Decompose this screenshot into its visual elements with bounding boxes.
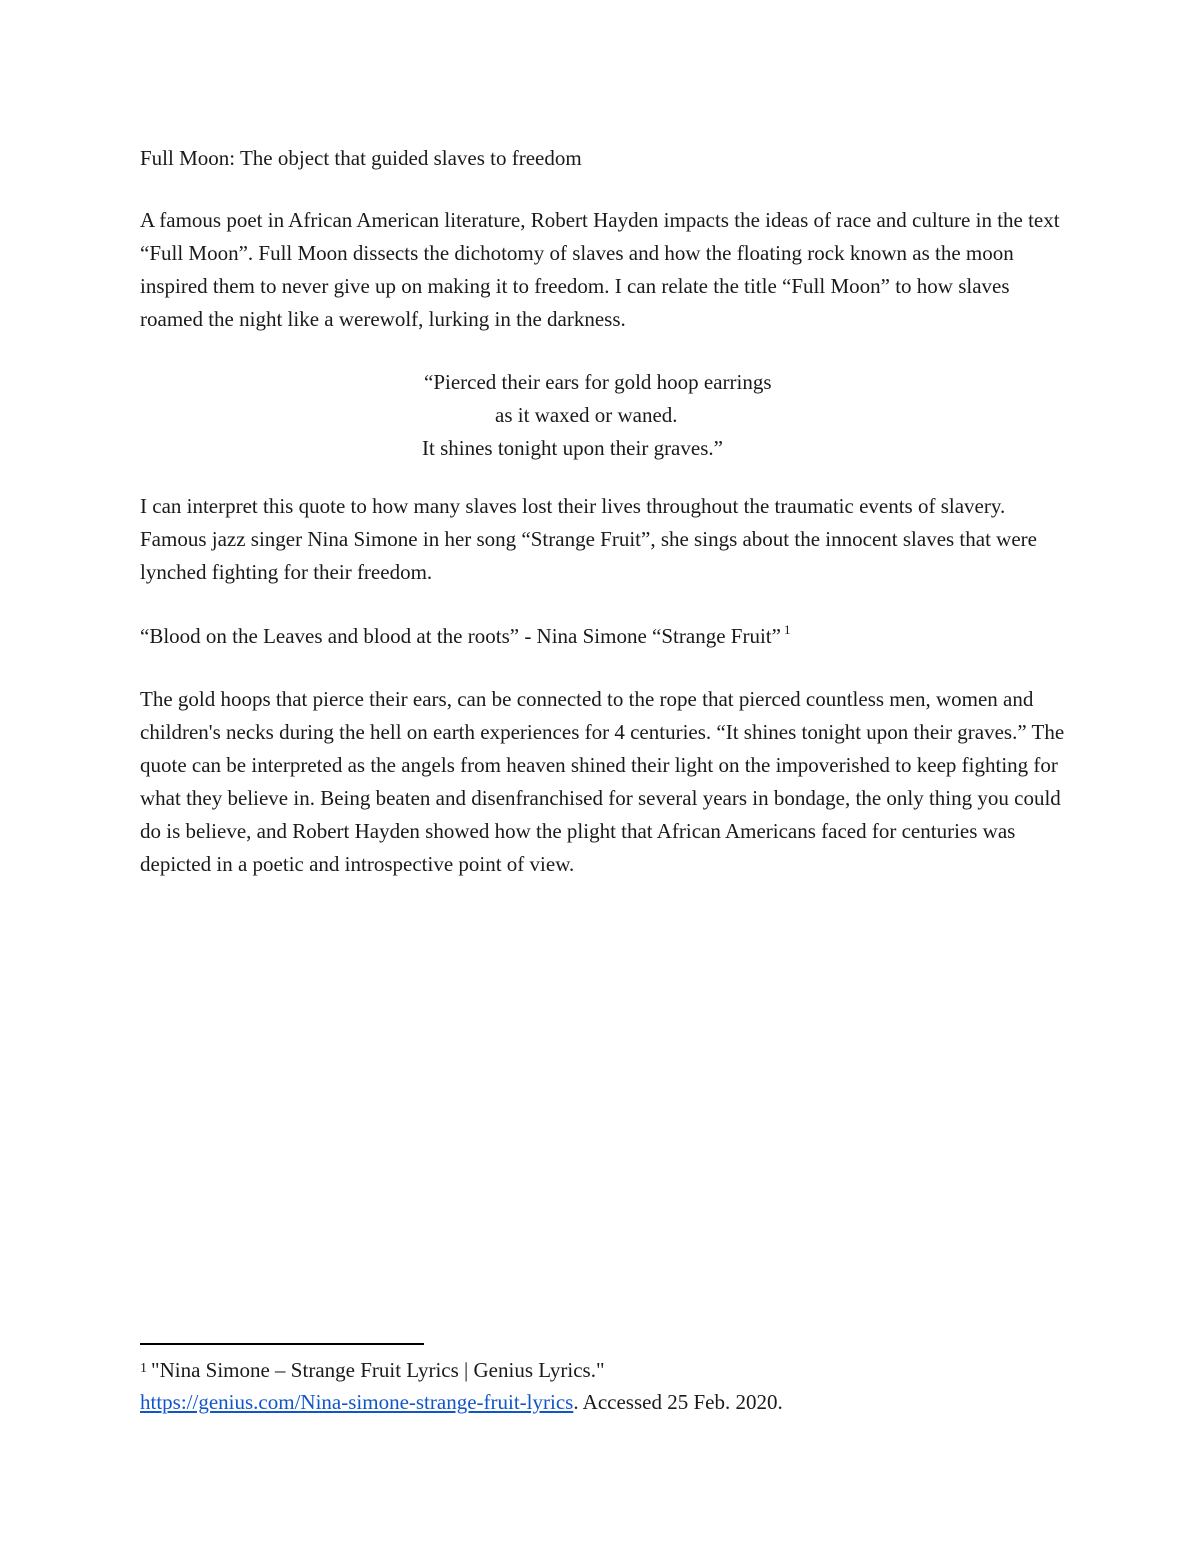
- document-title: Full Moon: The object that guided slaves to freedom: [140, 146, 582, 170]
- body-paragraph-interpretation: I can interpret this quote to how many slaves lost their lives throughout the traumatic events of slavery. Famous jazz singer Nina Simone in her song “Strange Fruit”, she sings about the innocent slaves that were lynched fighting for their freedom.: [140, 494, 1037, 584]
- song-quote-paragraph: [140, 620, 1070, 653]
- poem-quote-line-2: as it waxed or waned.: [495, 403, 678, 427]
- footnote: [140, 1353, 1070, 1418]
- footnote-link[interactable]: https://genius.com/Nina-simone-strange-fruit-lyrics: [140, 1390, 574, 1414]
- song-quote-text: “Blood on the Leaves and blood at the roots” - Nina Simone “Strange Fruit”: [140, 624, 781, 648]
- poem-quote-line-1: “Pierced their ears for gold hoop earrings: [424, 370, 772, 394]
- footnote-marker: 1: [140, 1361, 147, 1376]
- footnote-separator: [140, 1343, 424, 1345]
- poem-quote-line-3: It shines tonight upon their graves.”: [422, 436, 723, 460]
- footnote-citation: "Nina Simone – Strange Fruit Lyrics | Genius Lyrics.": [151, 1358, 605, 1382]
- body-paragraph-intro: A famous poet in African American literature, Robert Hayden impacts the ideas of race and culture in the text “Full Moon”. Full Moon dissects the dichotomy of slaves and how the floating rock known as the moon inspired them to never give up on making it to freedom. I can relate the title “Full Moon” to how slaves roamed the night like a werewolf, lurking in the darkness.: [140, 208, 1060, 331]
- body-paragraph-conclusion: The gold hoops that pierce their ears, can be connected to the rope that pierced countless men, women and children's necks during the hell on earth experiences for 4 centuries. “It shines tonight upon their graves.” The quote can be interpreted as the angels from heaven shined their light on the impoverished to keep fighting for what they believe in. Being beaten and disenfranchised for several years in bondage, the only thing you could do is believe, and Robert Hayden showed how the plight that African Americans faced for centuries was depicted in a poetic and introspective point of view.: [140, 687, 1065, 876]
- footnote-accessed: . Accessed 25 Feb. 2020.: [573, 1390, 783, 1414]
- footnote-reference[interactable]: 1: [783, 622, 791, 637]
